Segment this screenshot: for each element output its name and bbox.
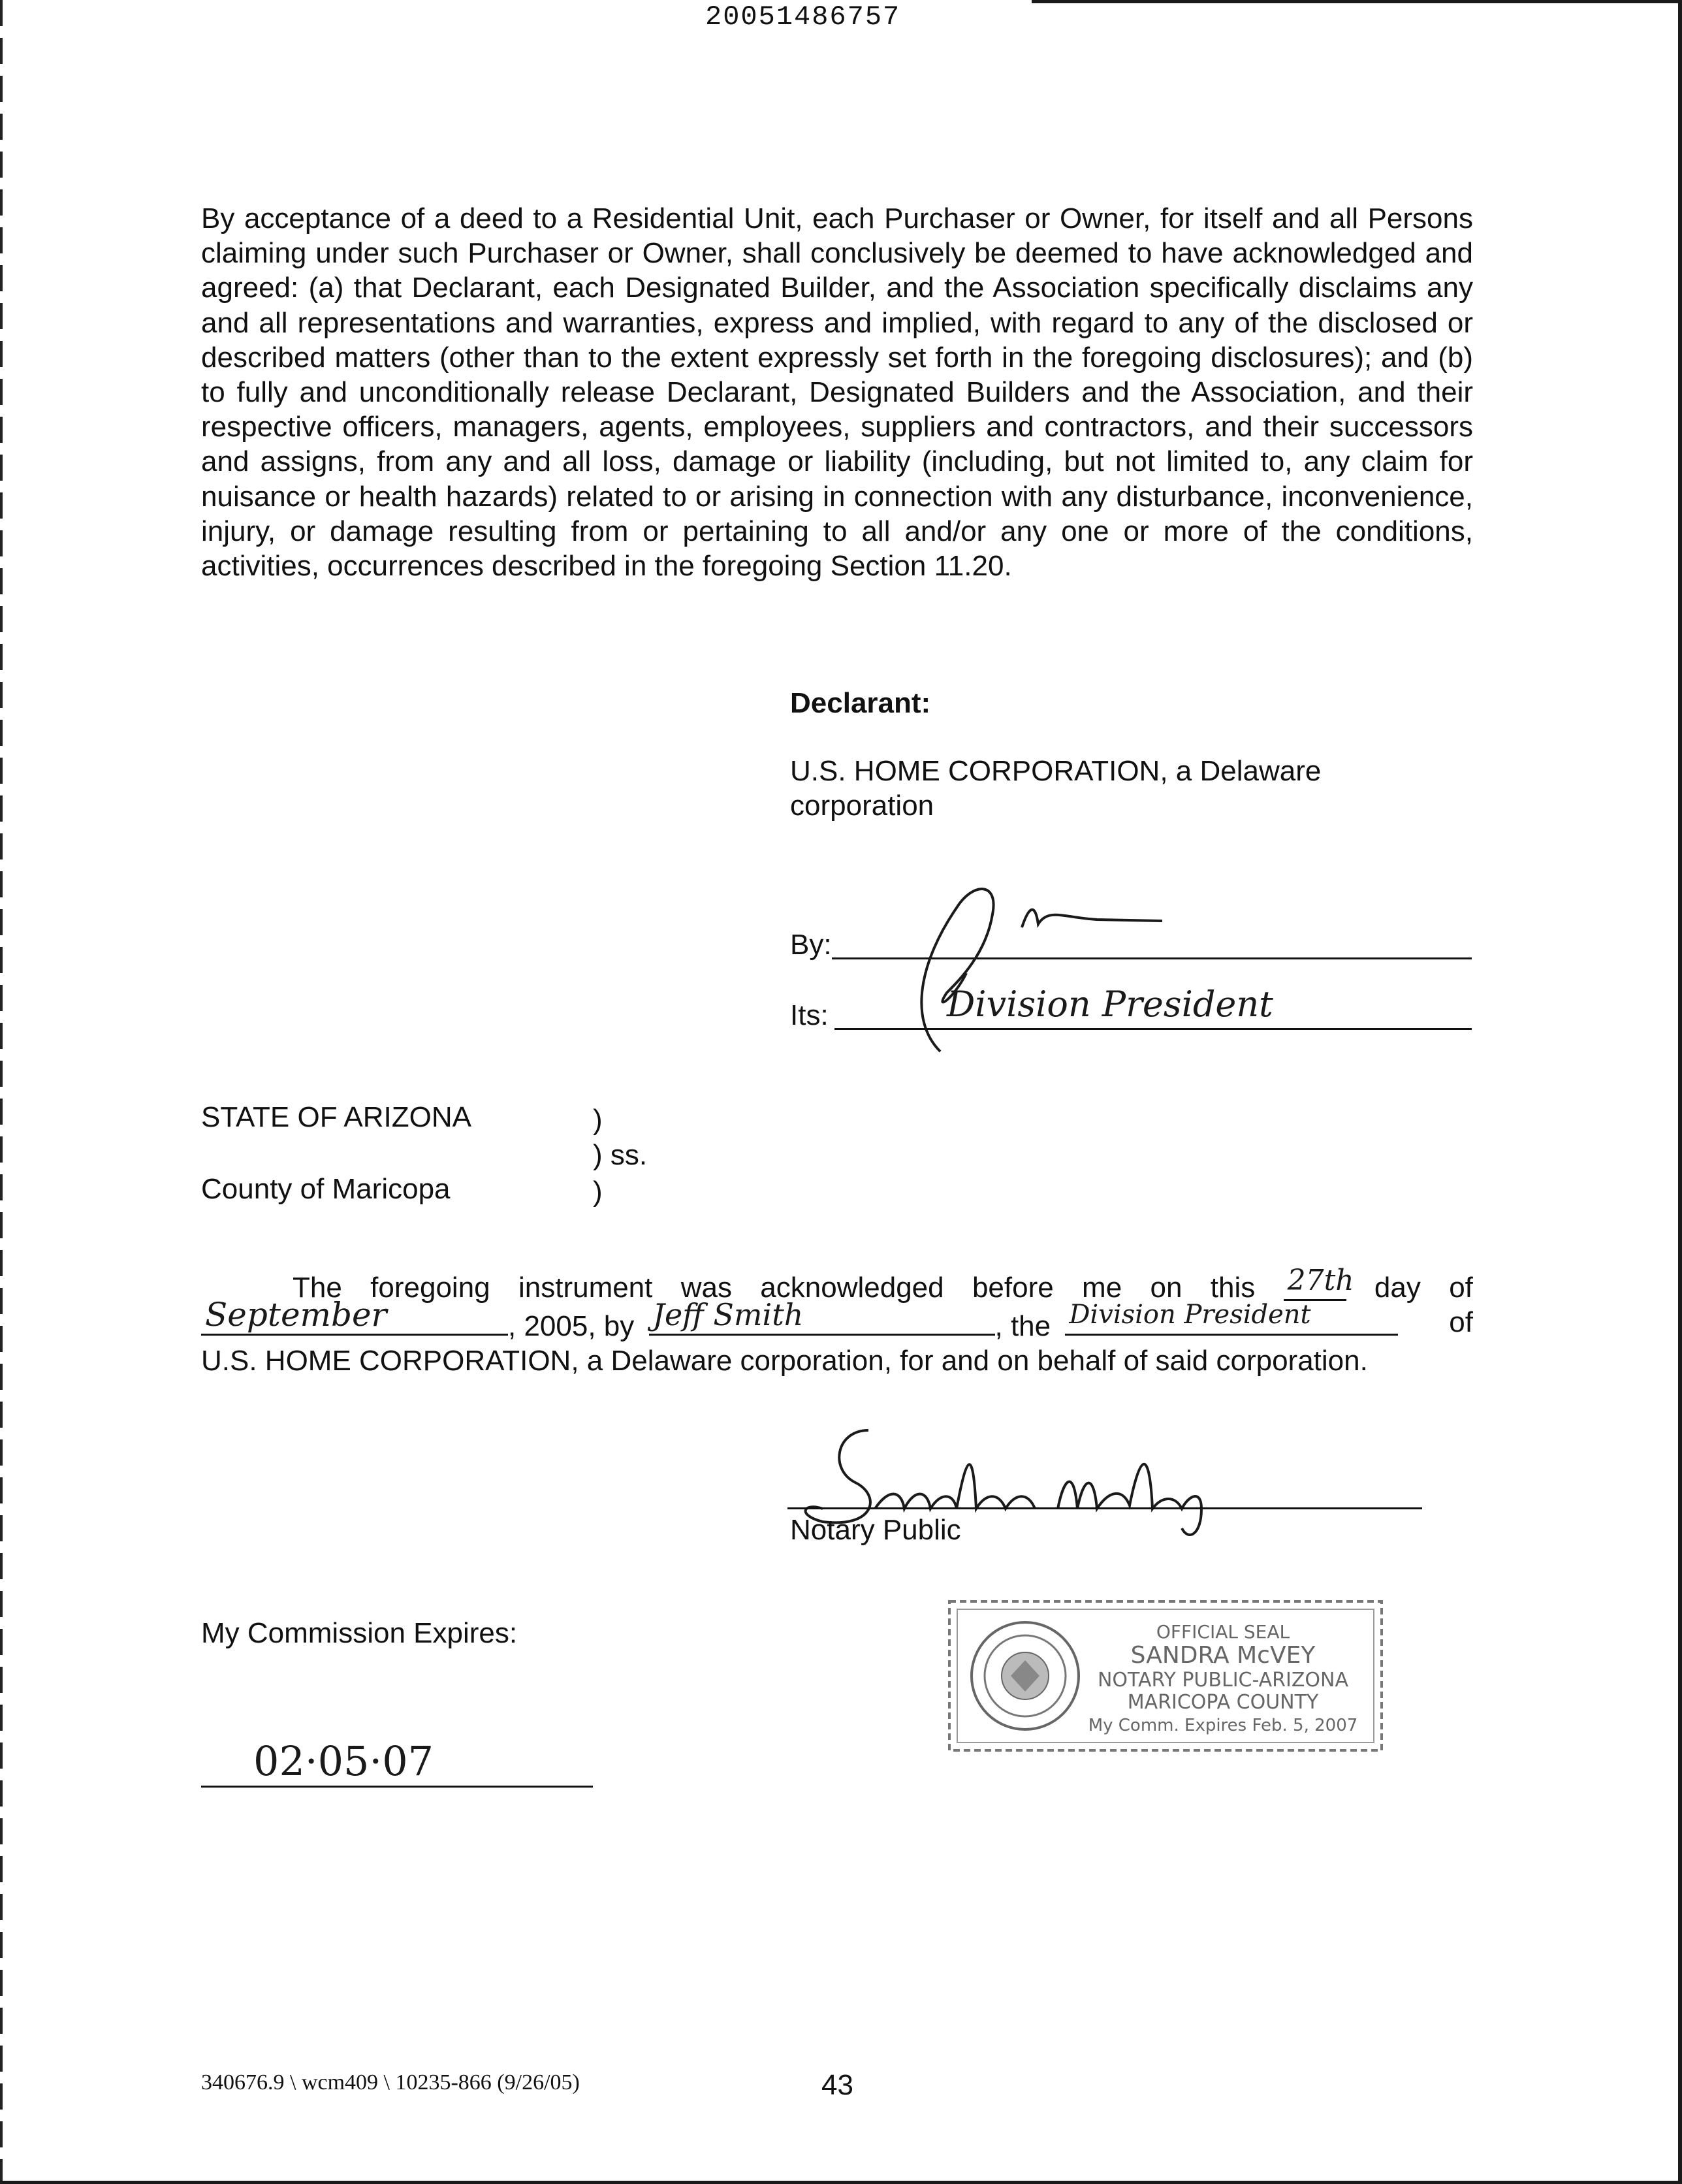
disclaimer-paragraph: By acceptance of a deed to a Residential Unit, each Purchaser or Owner, for itself and all Persons claiming under such Purchaser or Owner, shall conclusively be deemed to have acknowledged and agreed: (a) that Declarant, each Designated Builder, and the Association specifically disclaims any and all representations and warranties, express and implied, with regard to any of the disclosed or described matters (other than to the extent expressly set forth in the foregoing disclosures); and (b) to fully and unconditionally release Declarant, Designated Builders and the Association, and their respective officers, managers, agents, employees, suppliers and contractors, and their successors and assigns, from any and all loss, damage or liability (including, but not limited to, any claim for nuisance or health hazards) related to or arising in connection with any disturbance, inconvenience, injury, or damage resulting from or pertaining to all and/or any one or more of the conditions, activities, occurrences described in the foregoing Section 11.20. (201, 202, 1473, 583)
title-blank (1065, 1300, 1398, 1336)
scan-edge-top (1032, 0, 1682, 3)
notary-signature-line (787, 1507, 1422, 1509)
seal-line-2: SANDRA McVEY (1130, 1642, 1316, 1669)
its-signature-line (834, 1028, 1472, 1030)
commission-date-handwritten: 02·05·07 (253, 1737, 434, 1785)
month-blank (201, 1296, 508, 1336)
declarant-signature (895, 869, 1195, 1065)
commission-date-line (201, 1786, 593, 1788)
official-seal-stamp (945, 1598, 1386, 1754)
person-handwritten: Jeff Smith (652, 1297, 804, 1332)
scan-edge-bottom (0, 2181, 1682, 2184)
company-line-1: U.S. HOME CORPORATION, a Delaware (790, 755, 1322, 787)
commission-expires-label: My Commission Expires: (201, 1617, 518, 1649)
page-number: 43 (821, 2069, 853, 2101)
title-handwritten: Division President (1069, 1300, 1311, 1330)
scan-edge-right (1678, 0, 1682, 2184)
venue-ss: ) ss. (593, 1139, 648, 1171)
venue-paren-bottom: ) (593, 1176, 603, 1208)
acknowledgment-paragraph (201, 1264, 1473, 1378)
scan-edge-left (0, 0, 3, 2184)
venue-state: STATE OF ARIZONA (201, 1101, 471, 1133)
seal-line-4: MARICOPA COUNTY (1127, 1691, 1319, 1714)
notary-public-label: Notary Public (790, 1514, 961, 1546)
footer-reference: 340676.9 \ wcm409 \ 10235-866 (9/26/05) (201, 2070, 580, 2095)
day-handwritten: 27th (1287, 1264, 1354, 1297)
seal-line-5: My Comm. Expires Feb. 5, 2007 (1088, 1716, 1358, 1735)
ack-line-1: The foregoing instrument was acknowledged before me on this 27th day of (293, 1264, 1473, 1304)
company-line-2: corporation (790, 790, 934, 822)
ack-line-3: U.S. HOME CORPORATION, a Delaware corporation, for and on behalf of said corporation. (201, 1345, 1368, 1377)
day-blank (1284, 1264, 1354, 1301)
its-label: Its: (790, 999, 829, 1031)
person-blank (649, 1297, 995, 1336)
recording-number: 20051486757 (705, 1, 901, 33)
month-handwritten: September (205, 1296, 387, 1334)
seal-line-1: OFFICIAL SEAL (1156, 1621, 1290, 1643)
its-handwritten-title: Division President (947, 984, 1273, 1025)
declarant-company (790, 754, 1378, 823)
ack-line-2: September , 2005, by Jeff Smith , the Division President of (201, 1305, 1473, 1343)
seal-line-3: NOTARY PUBLIC-ARIZONA (1097, 1669, 1349, 1692)
venue-paren-top: ) (593, 1104, 603, 1136)
venue-county: County of Maricopa (201, 1173, 451, 1205)
declarant-heading: Declarant: (790, 687, 931, 719)
by-label: By: (790, 929, 832, 961)
